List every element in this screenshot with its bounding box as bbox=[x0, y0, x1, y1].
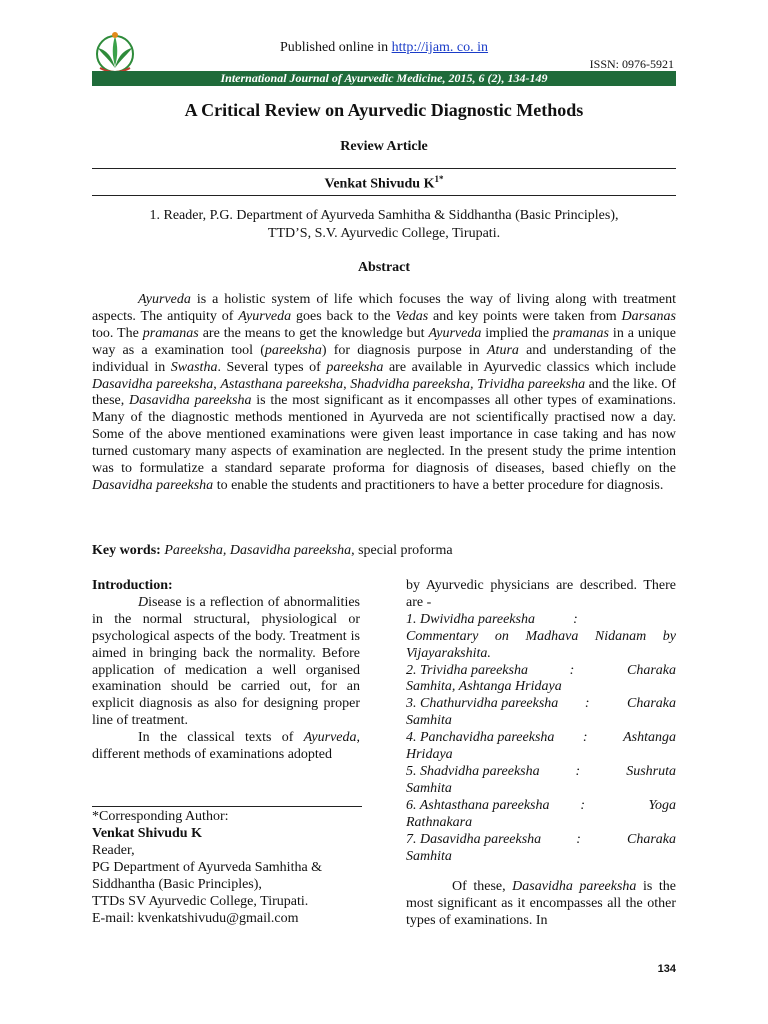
footnote-divider bbox=[92, 806, 362, 807]
footnote-role: Reader, bbox=[92, 843, 135, 858]
text-run: goes back to the bbox=[291, 308, 396, 324]
closing-paragraph bbox=[406, 879, 676, 930]
text-run: Dasavidha pareeksha bbox=[512, 879, 637, 895]
affiliation bbox=[0, 207, 768, 243]
methods-list bbox=[406, 612, 676, 866]
method-colon: : bbox=[582, 730, 588, 746]
method-colon: : bbox=[573, 611, 578, 627]
text-run: and understanding of the individual in bbox=[92, 342, 676, 375]
text-run: to enable the students and practitioners to have a better procedure for diagnosis. bbox=[213, 477, 664, 493]
footnote-dept: PG Department of Ayurveda Samhitha & bbox=[92, 860, 323, 875]
text-run: Darsanas bbox=[621, 308, 676, 324]
article-title: A Critical Review on Ayurvedic Diagnostic Methods bbox=[184, 100, 584, 120]
method-colon: : bbox=[584, 696, 590, 712]
corresponding-author-note bbox=[92, 808, 362, 927]
method-source bbox=[616, 612, 676, 629]
method-source: Ashtanga bbox=[623, 730, 676, 746]
text-run: In the classical texts of bbox=[138, 730, 304, 746]
published-prefix: Published online in bbox=[279, 40, 389, 55]
text-run: Ayurveda bbox=[303, 730, 357, 746]
text-run: . Several types of bbox=[217, 359, 327, 375]
method-name: 3. Chathurvidha pareeksha bbox=[406, 696, 559, 712]
abstract-heading: Abstract bbox=[357, 260, 411, 275]
intro-paragraph bbox=[92, 730, 360, 764]
keywords-label: Key words: bbox=[92, 543, 161, 558]
keywords-rest: , special proforma bbox=[351, 543, 453, 558]
page-number: 134 bbox=[657, 963, 676, 975]
method-source-cont: Samhita bbox=[406, 780, 452, 796]
method-colon: : bbox=[580, 797, 586, 813]
text-run: too. The bbox=[92, 325, 143, 341]
text-run: Dasavidha pareeksha bbox=[92, 477, 214, 493]
affiliation-line: TTD’S, S.V. Ayurvedic College, Tirupati. bbox=[267, 226, 501, 241]
text-run: Atura bbox=[487, 342, 519, 358]
method-item bbox=[406, 696, 676, 713]
method-source-cont: Hridaya bbox=[406, 747, 453, 763]
text-run: is the most significant as it encompasses all the other types of examinations. In bbox=[406, 879, 676, 929]
text-run: Dasavidha pareeksha bbox=[92, 376, 214, 392]
text-run: , bbox=[213, 376, 221, 392]
text-run: ) for diagnosis purpose in bbox=[321, 342, 487, 358]
methods-intro: by Ayurvedic physicians are described. There are - bbox=[406, 578, 676, 610]
method-colon: : bbox=[569, 662, 575, 678]
method-colon: : bbox=[575, 763, 581, 779]
footnote-dept: Siddhantha (Basic Principles), bbox=[92, 877, 262, 892]
method-source: Charaka bbox=[627, 696, 676, 712]
method-item bbox=[406, 730, 676, 747]
method-source-cont: Samhita bbox=[406, 713, 452, 729]
author-line bbox=[0, 174, 768, 193]
text-run: , different methods of examinations adopted bbox=[92, 730, 360, 763]
text-run: pareeksha bbox=[264, 342, 322, 358]
affiliation-line: 1. Reader, P.G. Department of Ayurveda Samhitha & Siddhantha (Basic Principles), bbox=[149, 208, 619, 223]
method-source: Sushruta bbox=[626, 763, 676, 779]
text-run: implied the bbox=[481, 325, 553, 341]
method-name: 5. Shadvidha pareeksha bbox=[406, 763, 540, 779]
divider bbox=[92, 195, 676, 196]
author-name: Venkat Shivudu K bbox=[324, 176, 435, 192]
method-item bbox=[406, 798, 676, 815]
text-run: Shadvidha pareeksha, Trividha pareeksha bbox=[350, 376, 586, 392]
text-run: pareeksha bbox=[326, 359, 384, 375]
text-run: pramanas bbox=[142, 325, 199, 341]
method-name: 2. Trividha pareeksha bbox=[406, 662, 528, 678]
text-run: in a unique way as a examination tool ( bbox=[92, 325, 676, 358]
method-item bbox=[406, 663, 676, 680]
method-name: 1. Dwividha pareeksha bbox=[406, 611, 535, 627]
method-item bbox=[406, 832, 676, 849]
footnote-email: E-mail: kvenkatshivudu@gmail.com bbox=[92, 911, 299, 926]
text-run: Dasavidha pareeksha bbox=[129, 393, 252, 409]
author-sup: 1* bbox=[434, 174, 444, 184]
method-source: Yoga bbox=[648, 797, 676, 813]
journal-link[interactable]: http://ijam. co. in bbox=[391, 40, 489, 55]
keywords-italic: Pareeksha, Dasavidha pareeksha bbox=[164, 543, 352, 558]
text-run: , bbox=[343, 376, 351, 392]
intro-paragraph bbox=[92, 595, 360, 730]
text-run: Astasthana pareeksha bbox=[220, 376, 344, 392]
text-run: is a holistic system of life which focuses the way of living along with treatment aspects. The antiquity of bbox=[92, 292, 676, 324]
method-name: 6. Ashtasthana pareeksha bbox=[406, 797, 550, 813]
journal-banner: International Journal of Ayurvedic Medicine, 2015, 6 (2), 134-149 bbox=[92, 71, 676, 86]
article-type: Review Article bbox=[340, 139, 428, 154]
text-run: Vedas bbox=[395, 308, 429, 324]
method-source: Charaka bbox=[626, 662, 676, 678]
divider bbox=[92, 168, 676, 169]
footnote-name: Venkat Shivudu K bbox=[92, 826, 202, 841]
method-name: 4. Panchavidha pareeksha bbox=[406, 730, 555, 746]
right-column bbox=[406, 578, 676, 930]
text-run: Ayurveda bbox=[238, 308, 292, 324]
keywords bbox=[92, 543, 676, 559]
method-name: 7. Dasavidha pareeksha bbox=[406, 831, 542, 847]
issn: ISSN: 0976-5921 bbox=[589, 57, 674, 71]
intro-heading: Introduction: bbox=[92, 578, 173, 593]
text-run: are the means to get the knowledge but bbox=[198, 325, 429, 341]
method-source-cont: Samhita, Ashtanga Hridaya bbox=[406, 679, 562, 695]
left-column bbox=[92, 578, 360, 764]
footnote-college: TTDs SV Ayurvedic College, Tirupati. bbox=[92, 894, 309, 909]
text-run: Of these, bbox=[452, 879, 513, 895]
method-item bbox=[406, 612, 676, 629]
text-run: isease is a reflection of abnormalities in the normal structural, physiological or psychological aspects of the body. Treatment is aimed in bringing back the normality. Before application of medication a well organised examination should be carried out, for an explicit diagnosis as also for designing proper line of treatment. bbox=[92, 594, 360, 729]
text-run: pramanas bbox=[552, 325, 609, 341]
text-run: are available in Ayurvedic classics which include bbox=[383, 359, 676, 375]
text-run: Ayurveda bbox=[138, 292, 191, 307]
method-source-cont: Samhita bbox=[406, 848, 452, 864]
method-source-cont: Commentary on Madhava Nidanam by Vijayarakshita. bbox=[406, 628, 676, 661]
text-run: and key points were taken from bbox=[428, 308, 622, 324]
text-run: is the most significant as it encompasses all other types of examinations. Many of the diagnostic methods mentioned in Ayurveda are not scientifically practised now a day. Some of the above mentioned examinations were given least importance in case taking and has now turned customary many aspects of examination are neglected. In the present study the prime intention was to formulatize a standard separate proforma for diagnosis of diseases, based chiefly on the bbox=[92, 393, 677, 477]
abstract-paragraph bbox=[92, 292, 676, 495]
published-online-line bbox=[0, 40, 768, 56]
text-run: Ayurveda bbox=[428, 325, 482, 341]
method-source: Charaka bbox=[627, 831, 676, 847]
text-run: Swastha bbox=[170, 359, 218, 375]
footnote-label: *Corresponding Author: bbox=[92, 809, 229, 824]
text-run: D bbox=[138, 594, 149, 610]
abstract-body bbox=[92, 292, 676, 495]
method-item bbox=[406, 764, 676, 781]
method-colon: : bbox=[576, 831, 581, 847]
method-source-cont: Rathnakara bbox=[406, 814, 473, 830]
text-run: and the like. Of these, bbox=[92, 376, 676, 409]
